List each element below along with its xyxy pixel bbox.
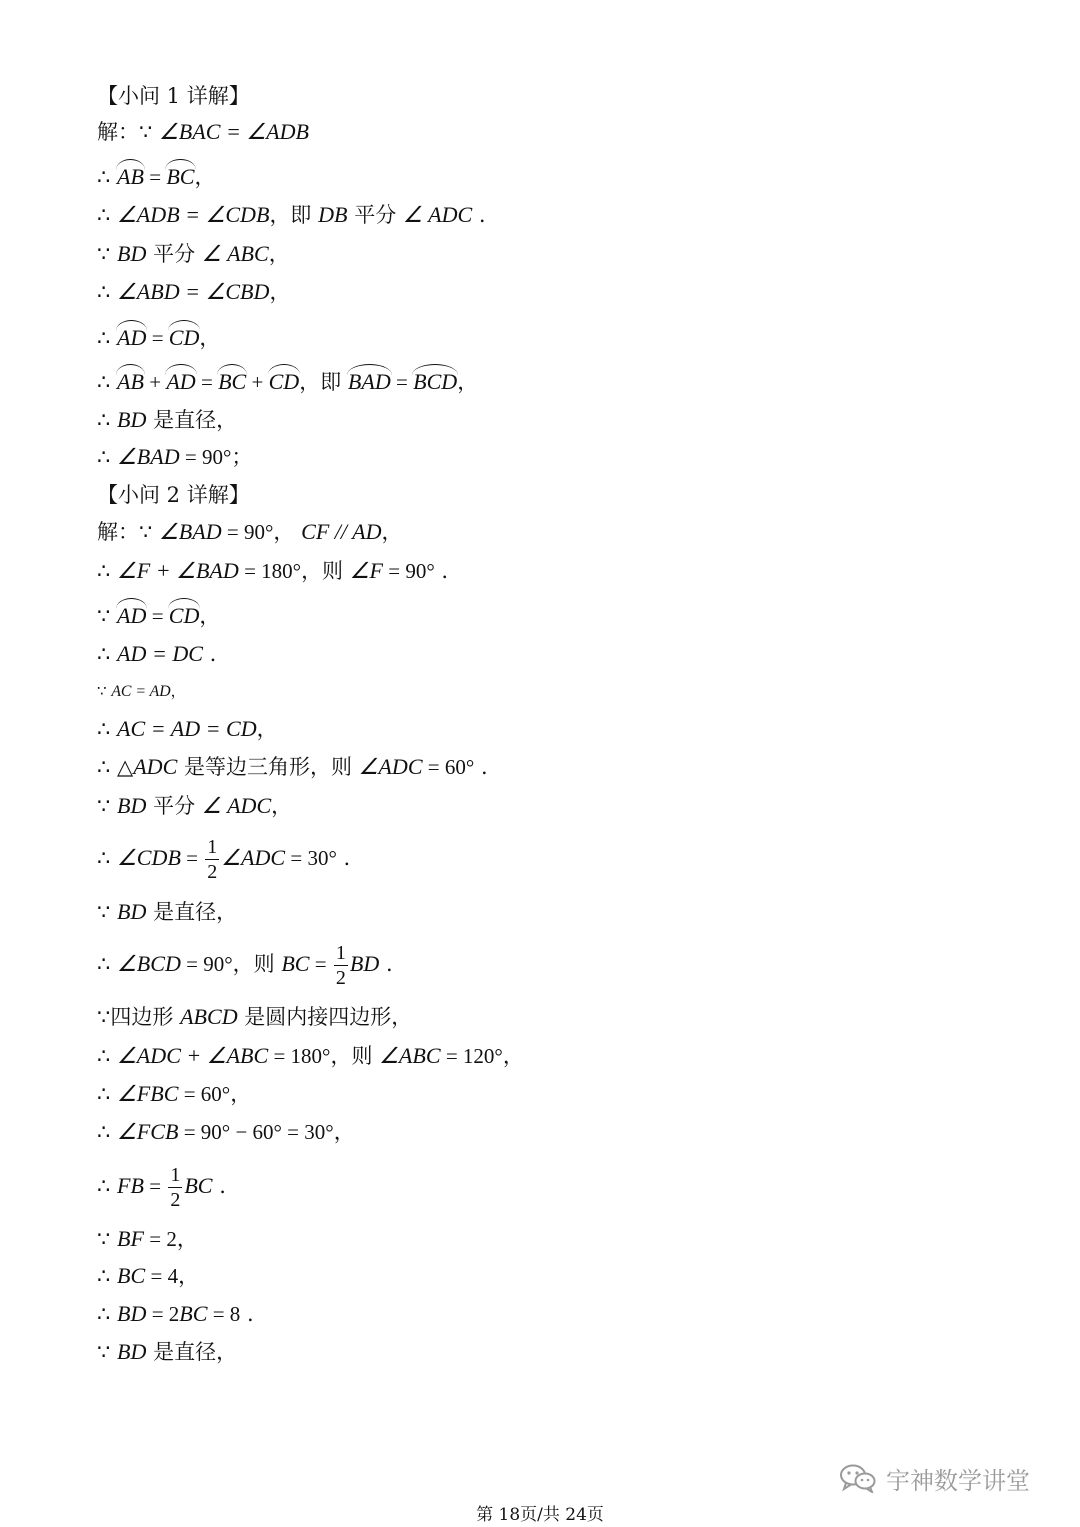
text-segment: BC: [281, 951, 310, 976]
text-segment: 平分: [146, 242, 202, 266]
text-segment: ∠ADB = ∠CDB: [117, 202, 270, 227]
text-segment: ，: [502, 1044, 524, 1068]
text-segment: ∠BCD: [117, 951, 181, 976]
text-segment: 【小问 2 详解】: [97, 483, 250, 507]
arc-notation: BCD: [413, 362, 457, 402]
text-line: [97, 786, 292, 826]
text-line: [97, 747, 488, 787]
text-segment: BC: [179, 1301, 208, 1326]
text-line: [97, 1256, 199, 1296]
text-segment: ∴: [97, 1174, 118, 1198]
arc-notation: CD: [269, 362, 300, 402]
text-segment: ∴: [97, 165, 118, 189]
text-segment: .: [240, 1302, 254, 1326]
text-segment: ∠FBC: [117, 1081, 179, 1106]
text-segment: .: [202, 642, 217, 666]
text-segment: =: [146, 326, 169, 350]
text-line: [97, 671, 186, 711]
text-line: [97, 475, 250, 515]
text-segment: ∴: [97, 280, 118, 304]
text-segment: ，: [199, 604, 221, 628]
text-segment: ∠F + ∠BAD: [117, 558, 239, 583]
text-line: [97, 551, 448, 591]
text-segment: .: [472, 203, 486, 227]
text-segment: = 2: [146, 1302, 180, 1326]
text-line: [97, 1294, 254, 1334]
text-segment: ∠ ADC: [402, 202, 473, 227]
fraction-denominator: 2: [207, 861, 218, 883]
watermark-text: 宇神数学讲堂: [886, 1466, 1030, 1495]
text-segment: 解：: [97, 120, 139, 144]
text-segment: ，: [176, 1227, 198, 1251]
text-segment: BC: [117, 1263, 146, 1288]
text-segment: ∠ABD = ∠CBD: [117, 279, 270, 304]
text-segment: ，: [178, 1264, 200, 1288]
text-segment: ，: [457, 370, 479, 394]
text-line: [97, 318, 220, 358]
text-segment: ，: [269, 280, 291, 304]
text-line: [97, 1112, 355, 1152]
text-segment: ，即: [299, 370, 348, 394]
text-line: [97, 157, 216, 197]
text-segment: ∵: [97, 794, 118, 818]
text-segment: ∠ADC: [221, 845, 286, 870]
text-segment: ，: [199, 326, 221, 350]
fraction-denominator: 2: [335, 967, 346, 989]
text-line: [97, 512, 403, 552]
text-segment: ，则: [232, 952, 282, 976]
text-segment: BD: [117, 1339, 147, 1364]
text-segment: ∴: [97, 1082, 118, 1106]
text-line: [97, 400, 237, 440]
text-segment: ∴: [97, 846, 118, 870]
text-segment: BD: [117, 407, 147, 432]
text-segment: ∠BAD: [159, 519, 222, 544]
text-segment: ，: [194, 165, 216, 189]
arc-notation: BC: [218, 362, 246, 402]
text-segment: ，即: [269, 203, 319, 227]
text-segment: ∴: [97, 445, 118, 469]
text-segment: = 90°: [382, 559, 435, 583]
text-segment: ，: [230, 1082, 252, 1106]
arc-notation: AB: [117, 157, 144, 197]
text-segment: ∠BAD: [117, 444, 180, 469]
text-segment: ∴: [97, 559, 118, 583]
text-segment: .: [336, 846, 351, 870]
text-segment: FB: [117, 1173, 144, 1198]
text-segment: = 180°: [268, 1044, 331, 1068]
text-segment: = 8: [207, 1302, 241, 1326]
text-segment: ∵: [97, 900, 118, 924]
text-segment: =: [390, 370, 414, 394]
text-line: [97, 112, 309, 152]
text-segment: ∠ ABC: [201, 241, 269, 266]
text-segment: BC: [184, 1173, 213, 1198]
arc-notation: AD: [117, 318, 146, 358]
fraction-numerator: 1: [207, 836, 218, 858]
text-segment: ，: [170, 682, 186, 700]
text-segment: = 120°: [440, 1044, 503, 1068]
text-segment: ∠BAC = ∠ADB: [159, 119, 309, 144]
text-segment: = 180°: [238, 559, 302, 583]
text-line: [97, 1332, 237, 1372]
text-segment: ∵: [139, 120, 160, 144]
text-segment: = 30°: [285, 846, 337, 870]
text-segment: ，: [333, 1120, 355, 1144]
text-segment: 【小问 1 详解】: [97, 84, 250, 108]
text-segment: ，: [256, 717, 278, 741]
text-line: [97, 997, 412, 1037]
text-segment: +: [143, 370, 167, 394]
text-segment: .: [212, 1174, 226, 1198]
arc-notation: AB: [117, 362, 144, 402]
text-line: [97, 234, 290, 274]
text-segment: ，: [273, 520, 302, 544]
text-segment: ∵: [97, 1005, 111, 1029]
text-segment: ADC: [133, 754, 178, 779]
text-line: [97, 1036, 524, 1076]
text-segment: ∴: [97, 326, 118, 350]
text-segment: .: [434, 559, 449, 583]
text-segment: ∵: [97, 1340, 118, 1364]
text-line: [97, 272, 290, 312]
text-line: [97, 934, 393, 994]
arc-notation: BC: [166, 157, 194, 197]
text-segment: 四边形: [110, 1005, 181, 1029]
text-segment: = 60°: [422, 755, 475, 779]
text-segment: 平分: [146, 794, 202, 818]
text-segment: ∠ADC: [358, 754, 423, 779]
text-segment: ∵: [97, 1227, 118, 1251]
text-segment: =: [309, 952, 332, 976]
text-segment: = 60°: [178, 1082, 231, 1106]
text-segment: ∴: [97, 1044, 118, 1068]
arc-notation: AD: [166, 362, 195, 402]
text-line: [97, 828, 350, 888]
text-line: [97, 1156, 226, 1216]
text-segment: 是直径，: [146, 408, 238, 432]
text-line: [97, 76, 250, 116]
text-segment: ∴: [97, 203, 118, 227]
fraction-numerator: 1: [170, 1164, 181, 1186]
text-segment: ∴: [97, 1302, 118, 1326]
text-segment: △: [117, 755, 134, 779]
text-segment: ，: [268, 242, 290, 266]
text-segment: ∴: [97, 952, 118, 976]
text-segment: 是直径，: [146, 1340, 238, 1364]
text-segment: ∴: [97, 1264, 118, 1288]
text-segment: ，则: [301, 559, 350, 583]
fraction-numerator: 1: [335, 942, 346, 964]
text-segment: ∠ ADC: [201, 793, 272, 818]
text-segment: = 90°: [221, 520, 274, 544]
text-segment: = 90°: [180, 952, 233, 976]
text-segment: ∴: [97, 642, 118, 666]
text-segment: AC = AD = CD: [117, 716, 257, 741]
text-segment: ∴: [97, 370, 118, 394]
text-line: [97, 362, 478, 402]
text-line: [97, 1074, 251, 1114]
text-segment: = 4: [145, 1264, 179, 1288]
text-segment: 平分: [347, 203, 403, 227]
text-line: [97, 437, 252, 477]
text-line: [97, 709, 278, 749]
text-segment: AD = DC: [117, 641, 203, 666]
text-segment: = 90° − 60° = 30°: [178, 1120, 334, 1144]
text-segment: BF: [117, 1226, 144, 1251]
text-segment: 是等边三角形，则: [177, 755, 359, 779]
text-segment: = 2: [143, 1227, 177, 1251]
arc-notation: CD: [169, 318, 200, 358]
fraction: [168, 1165, 182, 1210]
text-segment: ∵: [139, 520, 160, 544]
fraction-denominator: 2: [170, 1189, 181, 1211]
text-segment: ∴: [97, 717, 118, 741]
text-segment: ∴: [97, 408, 118, 432]
text-line: [97, 1219, 198, 1259]
text-segment: ∠ABC: [379, 1043, 441, 1068]
text-segment: ∵: [97, 604, 118, 628]
text-segment: =: [146, 604, 169, 628]
text-segment: ∠FCB: [117, 1119, 179, 1144]
text-segment: =: [180, 846, 204, 870]
fraction: [334, 943, 348, 988]
text-segment: AC = AD: [111, 683, 171, 700]
text-segment: ∴: [97, 1120, 118, 1144]
text-segment: ∴: [97, 755, 118, 779]
arc-notation: BAD: [348, 362, 391, 402]
text-segment: ∵: [97, 682, 112, 700]
wechat-icon: [838, 1463, 878, 1493]
text-segment: ∠ADC + ∠ABC: [117, 1043, 269, 1068]
text-segment: ∠CDB: [117, 845, 181, 870]
text-line: [97, 892, 237, 932]
arc-notation: AD: [117, 596, 146, 636]
text-segment: BD: [117, 1301, 147, 1326]
text-segment: .: [474, 755, 488, 779]
text-segment: ∵: [97, 242, 118, 266]
text-segment: ，则: [330, 1044, 380, 1068]
text-segment: BD: [117, 241, 147, 266]
text-segment: =: [143, 1174, 167, 1198]
text-segment: = 90°: [179, 445, 232, 469]
page-footer: 第 18页/共 24页: [476, 1505, 604, 1525]
arc-notation: CD: [169, 596, 200, 636]
text-segment: DB: [318, 202, 348, 227]
text-segment: ；: [231, 445, 253, 469]
text-line: [97, 596, 220, 636]
text-segment: +: [246, 370, 269, 394]
text-segment: =: [143, 165, 167, 189]
text-segment: 是直径，: [146, 900, 238, 924]
text-segment: ，: [271, 794, 293, 818]
fraction: [205, 837, 219, 882]
text-segment: BD: [117, 899, 147, 924]
text-segment: =: [195, 370, 219, 394]
text-segment: ∠F: [349, 558, 383, 583]
text-segment: .: [379, 952, 393, 976]
text-segment: 是圆内接四边形，: [237, 1005, 413, 1029]
text-line: [97, 634, 216, 674]
text-segment: CF // AD: [301, 519, 382, 544]
text-segment: ，: [381, 520, 403, 544]
text-segment: 解：: [97, 520, 139, 544]
text-segment: BD: [349, 951, 380, 976]
watermark: [838, 1458, 1030, 1498]
text-segment: ABCD: [180, 1004, 238, 1029]
text-line: [97, 195, 486, 235]
text-segment: BD: [117, 793, 147, 818]
